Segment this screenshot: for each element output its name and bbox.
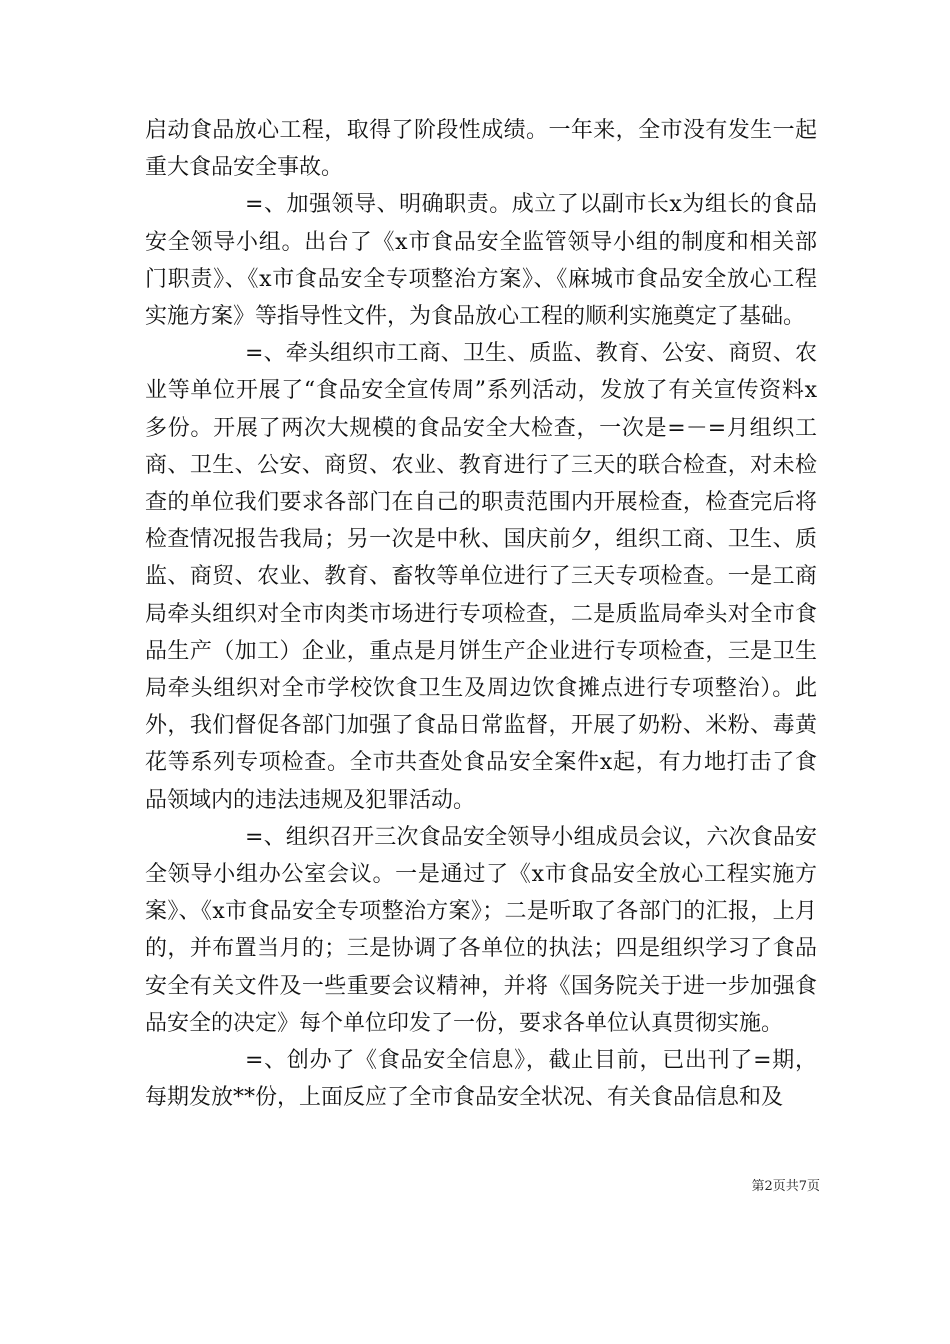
page-number-footer: 第2页共7页 (751, 1179, 820, 1194)
paragraph-5: =、创办了《食品安全信息》，截止目前，已出刊了=期，每期发放**份，上面反应了全市食品安全状况、有关食品信息和及 (145, 1048, 817, 1111)
paragraph-1: 启动食品放心工程，取得了阶段性成绩。一年来，全市没有发生一起重大食品安全事故。 (145, 118, 817, 181)
paragraph-4: =、组织召开三次食品安全领导小组成员会议，六次食品安全领导小组办公室会议。一是通过了《x市食品安全放心工程实施方案》、《x市食品安全专项整治方案》；二是听取了各部门的汇报，上月的，并布置当月的；三是协调了各单位的执法；四是组织学习了食品安全有关文件及一些重要会议精神，并将《国务院关于进一步加强食品安全的决定》每个单位印发了一份，要求各单位认真贯彻实施。 (145, 824, 817, 1036)
document-body (145, 112, 817, 1116)
paragraph-3: =、牵头组织市工商、卫生、质监、教育、公安、商贸、农业等单位开展了“食品安全宣传周”系列活动，发放了有关宣传资料x多份。开展了两次大规模的食品安全大检查，一次是=－=月组织工商、卫生、公安、商贸、农业、教育进行了三天的联合检查，对未检查的单位我们要求各部门在自己的职责范围内开展检查，检查完后将检查情况报告我局；另一次是中秋、国庆前夕，组织工商、卫生、质监、商贸、农业、教育、畜牧等单位进行了三天专项检查。一是工商局牵头组织对全市肉类市场进行专项检查，二是质监局牵头对全市食品生产（加工）企业，重点是月饼生产企业进行专项检查，三是卫生局牵头组织对全市学校饮食卫生及周边饮食摊点进行专项整治）。此外，我们督促各部门加强了食品日常监督，开展了奶粉、米粉、毒黄花等系列专项检查。全市共查处食品安全案件x起，有力地打击了食品领域内的违法违规及犯罪活动。 (145, 341, 817, 813)
paragraph-2: =、加强领导、明确职责。成立了以副市长x为组长的食品安全领导小组。出台了《x市食品安全监管领导小组的制度和相关部门职责》、《x市食品安全专项整治方案》、《麻城市食品安全放心工程实施方案》等指导性文件，为食品放心工程的顺利实施奠定了基础。 (145, 192, 817, 330)
